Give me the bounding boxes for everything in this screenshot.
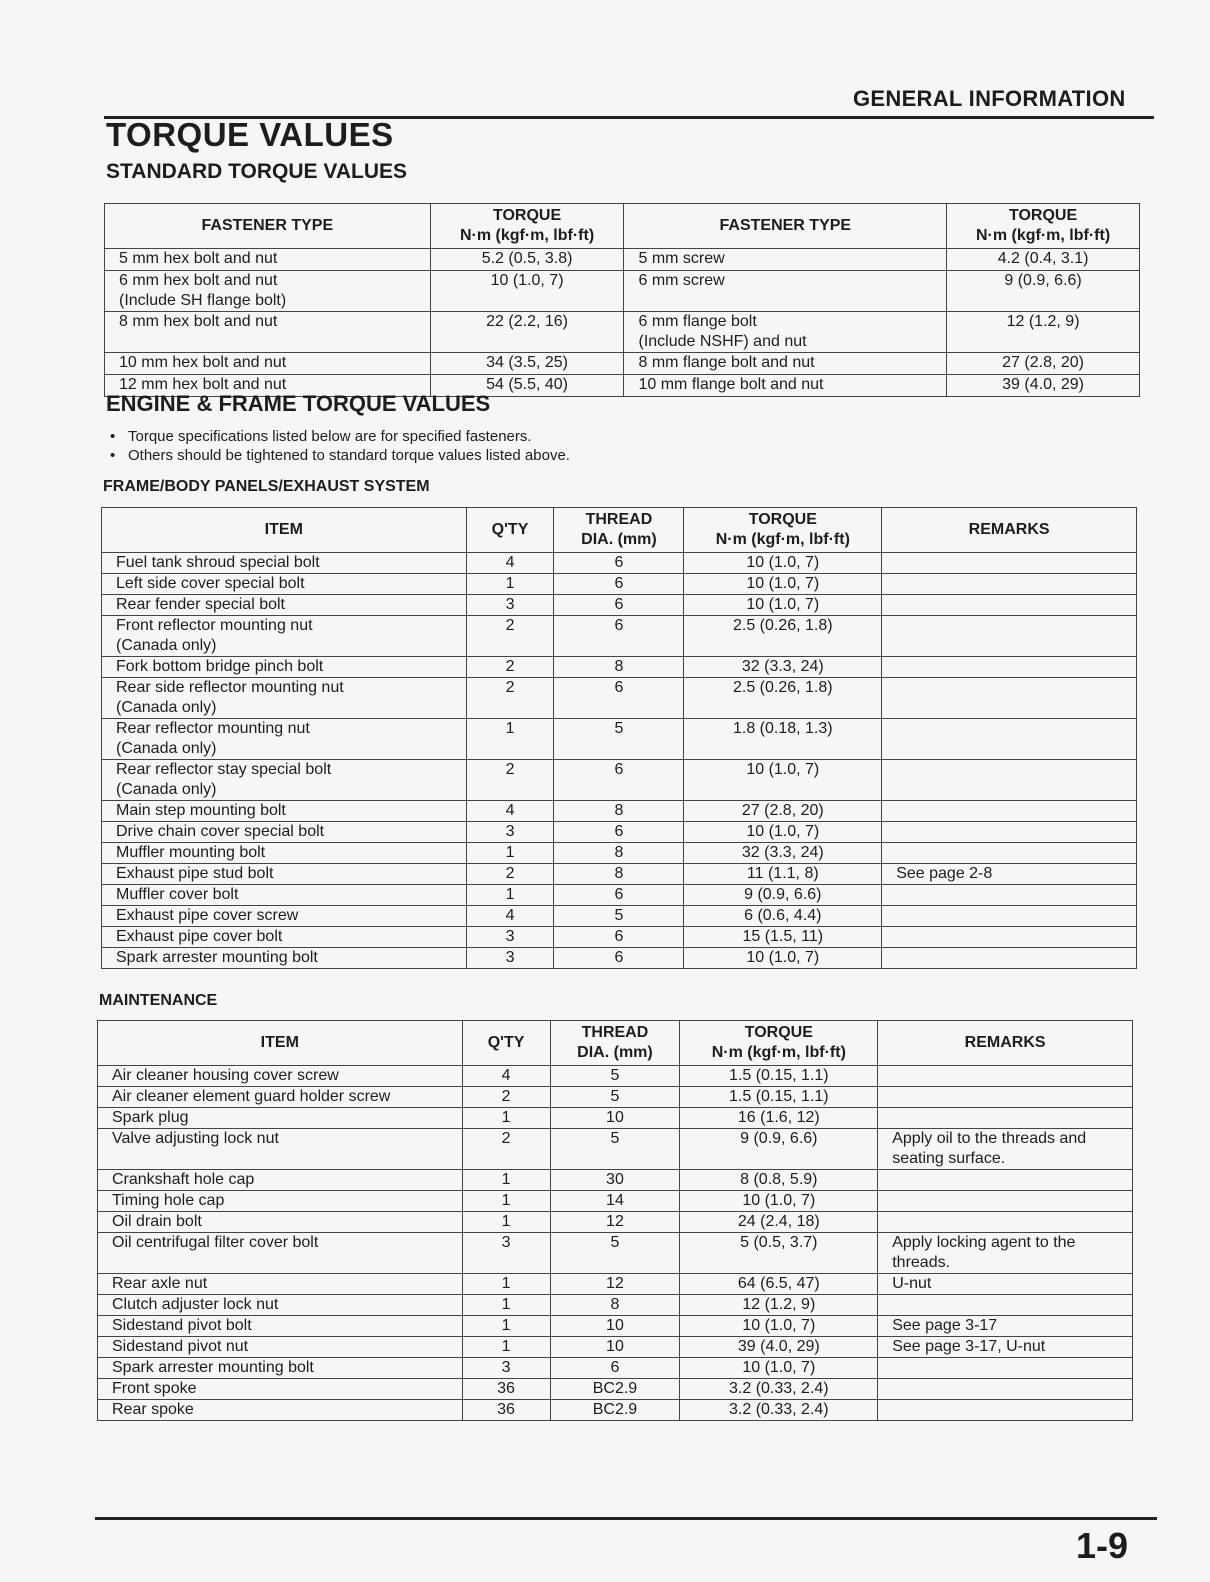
table-header-row [98, 1021, 1133, 1066]
table-header-row [102, 508, 1137, 553]
cell-torque: 10 (1.0, 7) [680, 1316, 878, 1337]
table-row [102, 906, 1137, 927]
cell-qty: 1 [466, 885, 554, 906]
table-row [102, 864, 1137, 885]
cell-dia: 6 [554, 760, 684, 801]
col-item: ITEM [102, 508, 467, 553]
cell-item: Muffler cover bolt [102, 885, 467, 906]
cell-dia: 6 [554, 574, 684, 595]
cell-torque: 1.5 (0.15, 1.1) [680, 1087, 878, 1108]
cell-item: Exhaust pipe stud bolt [102, 864, 467, 885]
col-fastener-type: FASTENER TYPE [105, 204, 431, 249]
cell-item: Main step mounting bolt [102, 801, 467, 822]
col-qty: Q'TY [466, 508, 554, 553]
cell-qty: 4 [462, 1066, 550, 1087]
cell-remarks [882, 801, 1137, 822]
table-row [102, 616, 1137, 657]
cell-qty: 36 [462, 1379, 550, 1400]
cell-remarks [878, 1295, 1133, 1316]
cell-remarks [882, 927, 1137, 948]
cell-remarks: Apply oil to the threads and seating surface. [878, 1129, 1133, 1170]
col-remarks: REMARKS [882, 508, 1137, 553]
cell-dia: 6 [554, 678, 684, 719]
cell-qty: 1 [462, 1108, 550, 1129]
page-number: 1-9 [1076, 1525, 1129, 1566]
cell-qty: 36 [462, 1400, 550, 1421]
col-torque: TORQUE N·m (kgf·m, lbf·ft) [430, 204, 624, 249]
cell-item: Rear spoke [98, 1400, 463, 1421]
cell-torque: 39 (4.0, 29) [680, 1337, 878, 1358]
cell-item: Rear fender special bolt [102, 595, 467, 616]
cell-item: Timing hole cap [98, 1191, 463, 1212]
table-row [98, 1337, 1133, 1358]
cell-torque: 5 (0.5, 3.7) [680, 1233, 878, 1274]
col-thread: THREAD DIA. (mm) [554, 508, 684, 553]
table-row [98, 1274, 1133, 1295]
cell-item: Rear side reflector mounting nut (Canada only) [102, 678, 467, 719]
table-row [102, 574, 1137, 595]
cell-torque: 24 (2.4, 18) [680, 1212, 878, 1233]
cell-remarks [878, 1087, 1133, 1108]
cell-qty: 1 [462, 1337, 550, 1358]
table-row [98, 1108, 1133, 1129]
cell-item: Fork bottom bridge pinch bolt [102, 657, 467, 678]
cell-qty: 2 [466, 678, 554, 719]
cell-qty: 1 [462, 1170, 550, 1191]
cell-remarks [878, 1066, 1133, 1087]
cell-torque: 3.2 (0.33, 2.4) [680, 1379, 878, 1400]
cell-dia: 6 [554, 595, 684, 616]
cell-qty: 4 [466, 553, 554, 574]
cell-qty: 1 [462, 1274, 550, 1295]
cell-remarks [882, 906, 1137, 927]
cell-torque: 32 (3.3, 24) [684, 843, 882, 864]
cell-torque: 12 (1.2, 9) [680, 1295, 878, 1316]
table-row: 10 mm hex bolt and nut 34 (3.5, 25) 8 mm flange bolt and nut 27 (2.8, 20) [105, 353, 1140, 375]
table-row [102, 822, 1137, 843]
table-row [102, 801, 1137, 822]
cell-torque: 10 (1.0, 7) [680, 1191, 878, 1212]
cell-qty: 1 [466, 719, 554, 760]
table-row [98, 1400, 1133, 1421]
cell-torque: 2.5 (0.26, 1.8) [684, 678, 882, 719]
cell-item: Drive chain cover special bolt [102, 822, 467, 843]
col-torque: TORQUE N·m (kgf·m, lbf·ft) [680, 1021, 878, 1066]
col-torque: TORQUE N·m (kgf·m, lbf·ft) [684, 508, 882, 553]
cell-qty: 2 [462, 1087, 550, 1108]
table-row [102, 719, 1137, 760]
cell-dia: 10 [550, 1316, 680, 1337]
cell-item: Exhaust pipe cover bolt [102, 927, 467, 948]
cell-dia: 8 [554, 864, 684, 885]
table-row [98, 1170, 1133, 1191]
cell-item: Spark arrester mounting bolt [102, 948, 467, 969]
cell-qty: 4 [466, 906, 554, 927]
cell-remarks [882, 553, 1137, 574]
cell-dia: 5 [550, 1087, 680, 1108]
table-row [102, 553, 1137, 574]
cell-item: Rear reflector stay special bolt (Canada only) [102, 760, 467, 801]
cell-remarks: See page 3-17, U-nut [878, 1337, 1133, 1358]
cell-remarks: Apply locking agent to the threads. [878, 1233, 1133, 1274]
cell-dia: 6 [554, 948, 684, 969]
col-qty: Q'TY [462, 1021, 550, 1066]
cell-remarks [878, 1170, 1133, 1191]
frame-torque-table [101, 507, 1137, 969]
cell-item: Oil centrifugal filter cover bolt [98, 1233, 463, 1274]
table-row [98, 1233, 1133, 1274]
cell-qty: 2 [466, 760, 554, 801]
cell-torque: 10 (1.0, 7) [684, 553, 882, 574]
cell-item: Exhaust pipe cover screw [102, 906, 467, 927]
cell-dia: 14 [550, 1191, 680, 1212]
table-row [102, 927, 1137, 948]
cell-qty: 3 [462, 1358, 550, 1379]
cell-remarks: See page 2-8 [882, 864, 1137, 885]
table-header-row [105, 204, 1140, 249]
table-row [98, 1379, 1133, 1400]
cell-dia: 8 [554, 657, 684, 678]
cell-torque: 10 (1.0, 7) [684, 595, 882, 616]
maintenance-heading: MAINTENANCE [99, 992, 218, 1009]
cell-qty: 2 [466, 864, 554, 885]
frame-heading: FRAME/BODY PANELS/EXHAUST SYSTEM [103, 478, 430, 495]
cell-qty: 1 [466, 843, 554, 864]
cell-torque: 1.5 (0.15, 1.1) [680, 1066, 878, 1087]
table-row [98, 1316, 1133, 1337]
cell-dia: 6 [554, 822, 684, 843]
col-remarks: REMARKS [878, 1021, 1133, 1066]
cell-dia: 5 [550, 1129, 680, 1170]
table-row [98, 1295, 1133, 1316]
cell-dia: BC2.9 [550, 1379, 680, 1400]
col-item: ITEM [98, 1021, 463, 1066]
cell-dia: 5 [554, 906, 684, 927]
cell-item: Sidestand pivot bolt [98, 1316, 463, 1337]
table-row [102, 948, 1137, 969]
cell-remarks: See page 3-17 [878, 1316, 1133, 1337]
cell-torque: 10 (1.0, 7) [680, 1358, 878, 1379]
table-row [98, 1087, 1133, 1108]
cell-torque: 16 (1.6, 12) [680, 1108, 878, 1129]
cell-item: Oil drain bolt [98, 1212, 463, 1233]
cell-remarks [878, 1108, 1133, 1129]
table-row: 5 mm hex bolt and nut 5.2 (0.5, 3.8) 5 mm screw 4.2 (0.4, 3.1) [105, 249, 1140, 271]
cell-item: Rear reflector mounting nut (Canada only) [102, 719, 467, 760]
cell-dia: 6 [554, 885, 684, 906]
cell-qty: 1 [462, 1316, 550, 1337]
cell-torque: 10 (1.0, 7) [684, 948, 882, 969]
cell-remarks [878, 1358, 1133, 1379]
cell-torque: 9 (0.9, 6.6) [680, 1129, 878, 1170]
cell-item: Fuel tank shroud special bolt [102, 553, 467, 574]
cell-dia: 10 [550, 1108, 680, 1129]
cell-remarks [882, 885, 1137, 906]
cell-torque: 15 (1.5, 11) [684, 927, 882, 948]
cell-dia: 6 [554, 616, 684, 657]
cell-qty: 3 [466, 927, 554, 948]
note-item: • Torque specifications listed below are for specified fasteners. [110, 428, 570, 445]
standard-torque-table [104, 203, 1140, 397]
cell-remarks [882, 719, 1137, 760]
col-torque-2: TORQUE N·m (kgf·m, lbf·ft) [947, 204, 1140, 249]
cell-item: Left side cover special bolt [102, 574, 467, 595]
cell-qty: 2 [466, 657, 554, 678]
page-title: TORQUE VALUES [106, 116, 394, 153]
cell-item: Spark plug [98, 1108, 463, 1129]
cell-item: Air cleaner housing cover screw [98, 1066, 463, 1087]
cell-torque: 9 (0.9, 6.6) [684, 885, 882, 906]
cell-qty: 3 [466, 948, 554, 969]
cell-remarks [878, 1212, 1133, 1233]
note-item: • Others should be tightened to standard torque values listed above. [110, 447, 570, 464]
cell-qty: 1 [462, 1295, 550, 1316]
cell-torque: 6 (0.6, 4.4) [684, 906, 882, 927]
cell-dia: 6 [554, 927, 684, 948]
cell-remarks [878, 1379, 1133, 1400]
table-row [102, 595, 1137, 616]
table-row: 8 mm hex bolt and nut 22 (2.2, 16) 6 mm flange bolt (Include NSHF) and nut 12 (1.2, 9) [105, 312, 1140, 353]
cell-item: Crankshaft hole cap [98, 1170, 463, 1191]
cell-remarks [878, 1400, 1133, 1421]
cell-remarks [882, 657, 1137, 678]
cell-remarks [878, 1191, 1133, 1212]
cell-dia: 30 [550, 1170, 680, 1191]
table-row [98, 1212, 1133, 1233]
cell-qty: 3 [462, 1233, 550, 1274]
cell-qty: 1 [466, 574, 554, 595]
cell-torque: 1.8 (0.18, 1.3) [684, 719, 882, 760]
cell-torque: 64 (6.5, 47) [680, 1274, 878, 1295]
cell-remarks [882, 843, 1137, 864]
cell-dia: 12 [550, 1274, 680, 1295]
notes-list [110, 428, 570, 466]
cell-dia: 5 [554, 719, 684, 760]
table-row [102, 843, 1137, 864]
cell-item: Front reflector mounting nut (Canada only) [102, 616, 467, 657]
cell-qty: 2 [462, 1129, 550, 1170]
col-fastener-type-2: FASTENER TYPE [624, 204, 947, 249]
standard-heading: STANDARD TORQUE VALUES [106, 160, 408, 183]
table-row [102, 678, 1137, 719]
table-row [98, 1066, 1133, 1087]
cell-dia: 5 [550, 1066, 680, 1087]
cell-item: Rear axle nut [98, 1274, 463, 1295]
table-row [98, 1191, 1133, 1212]
cell-torque: 2.5 (0.26, 1.8) [684, 616, 882, 657]
cell-item: Front spoke [98, 1379, 463, 1400]
cell-dia: 12 [550, 1212, 680, 1233]
cell-remarks [882, 616, 1137, 657]
table-row: 12 mm hex bolt and nut 54 (5.5, 40) 10 mm flange bolt and nut 39 (4.0, 29) [105, 375, 1140, 397]
cell-dia: BC2.9 [550, 1400, 680, 1421]
cell-dia: 6 [550, 1358, 680, 1379]
cell-item: Valve adjusting lock nut [98, 1129, 463, 1170]
cell-torque: 10 (1.0, 7) [684, 574, 882, 595]
cell-item: Sidestand pivot nut [98, 1337, 463, 1358]
table-row [98, 1358, 1133, 1379]
cell-remarks [882, 948, 1137, 969]
cell-dia: 5 [550, 1233, 680, 1274]
cell-qty: 1 [462, 1212, 550, 1233]
cell-remarks [882, 678, 1137, 719]
cell-qty: 2 [466, 616, 554, 657]
col-thread: THREAD DIA. (mm) [550, 1021, 680, 1066]
cell-qty: 1 [462, 1191, 550, 1212]
bottom-rule [95, 1517, 1157, 1520]
maintenance-torque-table [97, 1020, 1133, 1421]
cell-item: Spark arrester mounting bolt [98, 1358, 463, 1379]
cell-torque: 11 (1.1, 8) [684, 864, 882, 885]
cell-dia: 10 [550, 1337, 680, 1358]
engine-frame-heading: ENGINE & FRAME TORQUE VALUES [106, 391, 491, 416]
cell-dia: 8 [550, 1295, 680, 1316]
cell-torque: 8 (0.8, 5.9) [680, 1170, 878, 1191]
cell-dia: 6 [554, 553, 684, 574]
cell-dia: 8 [554, 801, 684, 822]
cell-torque: 27 (2.8, 20) [684, 801, 882, 822]
cell-qty: 3 [466, 822, 554, 843]
table-row [102, 885, 1137, 906]
cell-torque: 3.2 (0.33, 2.4) [680, 1400, 878, 1421]
cell-torque: 10 (1.0, 7) [684, 822, 882, 843]
table-row [102, 657, 1137, 678]
cell-qty: 4 [466, 801, 554, 822]
cell-remarks [882, 574, 1137, 595]
section-header: GENERAL INFORMATION [853, 86, 1126, 111]
cell-qty: 3 [466, 595, 554, 616]
cell-torque: 32 (3.3, 24) [684, 657, 882, 678]
cell-remarks: U-nut [878, 1274, 1133, 1295]
table-row: 6 mm hex bolt and nut (Include SH flange bolt) 10 (1.0, 7) 6 mm screw 9 (0.9, 6.6) [105, 271, 1140, 312]
table-row [102, 760, 1137, 801]
table-row [98, 1129, 1133, 1170]
cell-dia: 8 [554, 843, 684, 864]
cell-remarks [882, 760, 1137, 801]
cell-torque: 10 (1.0, 7) [684, 760, 882, 801]
cell-remarks [882, 595, 1137, 616]
cell-item: Muffler mounting bolt [102, 843, 467, 864]
cell-item: Air cleaner element guard holder screw [98, 1087, 463, 1108]
cell-item: Clutch adjuster lock nut [98, 1295, 463, 1316]
cell-remarks [882, 822, 1137, 843]
